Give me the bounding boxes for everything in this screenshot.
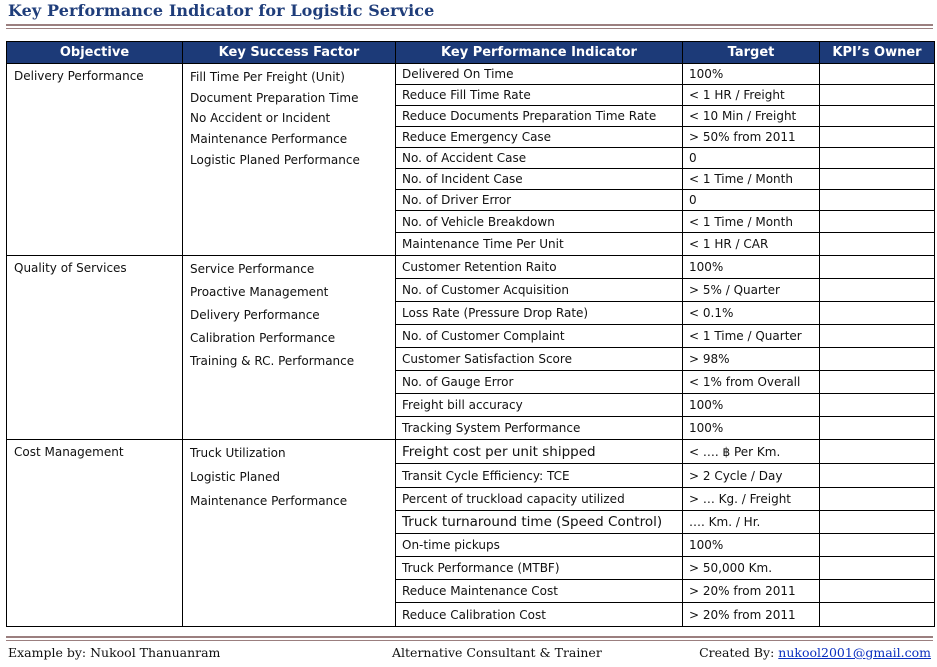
ksf-item: Logistic Planed Performance: [190, 152, 360, 167]
kpi-cell: Truck turnaround time (Speed Control): [396, 511, 683, 534]
ksf-cell: [183, 256, 396, 440]
target-cell: > 5% / Quarter: [683, 279, 820, 302]
target-cell: < 1 HR / CAR: [683, 233, 820, 256]
kpi-cell: Customer Satisfaction Score: [396, 348, 683, 371]
owner-cell[interactable]: [820, 302, 935, 325]
footer-email-link[interactable]: nukool2001@gmail.com: [778, 645, 931, 660]
target-cell: < …. ฿ Per Km.: [683, 440, 820, 464]
owner-cell[interactable]: [820, 534, 935, 557]
kpi-cell: No. of Customer Acquisition: [396, 279, 683, 302]
target-cell: 100%: [683, 534, 820, 557]
target-cell: 100%: [683, 64, 820, 85]
target-cell: < 10 Min / Freight: [683, 106, 820, 127]
owner-cell[interactable]: [820, 348, 935, 371]
target-cell: < 1 Time / Month: [683, 169, 820, 190]
objective-cell: Delivery Performance: [7, 64, 183, 256]
ksf-item: Fill Time Per Freight (Unit): [190, 70, 345, 84]
footer-created-by: [699, 645, 931, 660]
ksf-cell: [183, 64, 396, 256]
table-row: [7, 440, 935, 464]
owner-cell[interactable]: [820, 256, 935, 279]
target-cell: …. Km. / Hr.: [683, 511, 820, 534]
kpi-cell: Freight cost per unit shipped: [396, 440, 683, 464]
ksf-cell: [183, 440, 396, 627]
objective-cell: Quality of Services: [7, 256, 183, 440]
owner-cell[interactable]: [820, 85, 935, 106]
title-rule: [6, 24, 933, 26]
footer-company: Alternative Consultant & Trainer: [392, 645, 602, 660]
owner-cell[interactable]: [820, 417, 935, 440]
owner-cell[interactable]: [820, 127, 935, 148]
header-kpi: Key Performance Indicator: [396, 42, 683, 64]
target-cell: < 1 Time / Month: [683, 211, 820, 233]
target-cell: < 0.1%: [683, 302, 820, 325]
kpi-cell: On-time pickups: [396, 534, 683, 557]
kpi-cell: No. of Driver Error: [396, 190, 683, 211]
kpi-table: [6, 41, 935, 627]
table-row: [7, 64, 935, 85]
target-cell: < 1% from Overall: [683, 371, 820, 394]
kpi-cell: Loss Rate (Pressure Drop Rate): [396, 302, 683, 325]
kpi-cell: No. of Gauge Error: [396, 371, 683, 394]
owner-cell[interactable]: [820, 106, 935, 127]
kpi-cell: No. of Incident Case: [396, 169, 683, 190]
kpi-cell: No. of Vehicle Breakdown: [396, 211, 683, 233]
title-rule-thin: [6, 28, 933, 29]
owner-cell[interactable]: [820, 394, 935, 417]
kpi-cell: Reduce Maintenance Cost: [396, 580, 683, 603]
header-owner: KPI’s Owner: [820, 42, 935, 64]
kpi-cell: Reduce Emergency Case: [396, 127, 683, 148]
kpi-cell: Customer Retention Raito: [396, 256, 683, 279]
target-cell: 100%: [683, 256, 820, 279]
owner-cell[interactable]: [820, 211, 935, 233]
kpi-cell: Delivered On Time: [396, 64, 683, 85]
owner-cell[interactable]: [820, 325, 935, 348]
owner-cell[interactable]: [820, 440, 935, 464]
table-row: [7, 256, 935, 279]
ksf-item: No Accident or Incident: [190, 111, 331, 126]
target-cell: 100%: [683, 394, 820, 417]
table-header-row: [7, 42, 935, 64]
owner-cell[interactable]: [820, 233, 935, 256]
header-ksf: Key Success Factor: [183, 42, 396, 64]
kpi-cell: Reduce Fill Time Rate: [396, 85, 683, 106]
kpi-cell: Reduce Calibration Cost: [396, 603, 683, 627]
target-cell: > 20% from 2011: [683, 580, 820, 603]
kpi-cell: No. of Customer Complaint: [396, 325, 683, 348]
kpi-cell: Maintenance Time Per Unit: [396, 233, 683, 256]
target-cell: 0: [683, 148, 820, 169]
footer-created-label: Created By:: [699, 645, 779, 660]
kpi-table-body: [7, 64, 935, 627]
owner-cell[interactable]: [820, 190, 935, 211]
ksf-item: Maintenance Performance: [190, 132, 348, 147]
footer-rule-thin: [6, 640, 933, 641]
owner-cell[interactable]: [820, 464, 935, 488]
owner-cell[interactable]: [820, 580, 935, 603]
owner-cell[interactable]: [820, 371, 935, 394]
target-cell: > 2 Cycle / Day: [683, 464, 820, 488]
owner-cell[interactable]: [820, 279, 935, 302]
target-cell: > 50,000 Km.: [683, 557, 820, 580]
header-target: Target: [683, 42, 820, 64]
ksf-item: Document Preparation Time: [190, 90, 359, 105]
target-cell: 100%: [683, 417, 820, 440]
target-cell: < 1 Time / Quarter: [683, 325, 820, 348]
kpi-cell: Reduce Documents Preparation Time Rate: [396, 106, 683, 127]
target-cell: > 50% from 2011: [683, 127, 820, 148]
kpi-cell: Percent of truckload capacity utilized: [396, 488, 683, 511]
kpi-cell: No. of Accident Case: [396, 148, 683, 169]
ksf-item: Calibration Performance: [190, 331, 336, 346]
objective-cell: Cost Management: [7, 440, 183, 627]
footer-author: Example by: Nukool Thanuanram: [8, 645, 221, 660]
owner-cell[interactable]: [820, 169, 935, 190]
ksf-item: Logistic Planed: [190, 470, 280, 484]
kpi-cell: Tracking System Performance: [396, 417, 683, 440]
ksf-item: Maintenance Performance: [190, 494, 348, 508]
target-cell: > … Kg. / Freight: [683, 488, 820, 511]
target-cell: > 20% from 2011: [683, 603, 820, 627]
footer-rule: [6, 636, 933, 638]
kpi-cell: Truck Performance (MTBF): [396, 557, 683, 580]
kpi-cell: Freight bill accuracy: [396, 394, 683, 417]
ksf-item: Delivery Performance: [190, 308, 320, 323]
owner-cell[interactable]: [820, 148, 935, 169]
ksf-item: Truck Utilization: [190, 446, 286, 460]
owner-cell[interactable]: [820, 64, 935, 85]
header-objective: Objective: [7, 42, 183, 64]
owner-cell[interactable]: [820, 511, 935, 534]
owner-cell[interactable]: [820, 603, 935, 627]
owner-cell[interactable]: [820, 557, 935, 580]
target-cell: < 1 HR / Freight: [683, 85, 820, 106]
owner-cell[interactable]: [820, 488, 935, 511]
page-title: Key Performance Indicator for Logistic Service: [8, 1, 435, 20]
target-cell: 0: [683, 190, 820, 211]
ksf-item: Training & RC. Performance: [190, 354, 355, 369]
target-cell: > 98%: [683, 348, 820, 371]
kpi-cell: Transit Cycle Efficiency: TCE: [396, 464, 683, 488]
ksf-item: Proactive Management: [190, 285, 329, 300]
ksf-item: Service Performance: [190, 262, 315, 276]
